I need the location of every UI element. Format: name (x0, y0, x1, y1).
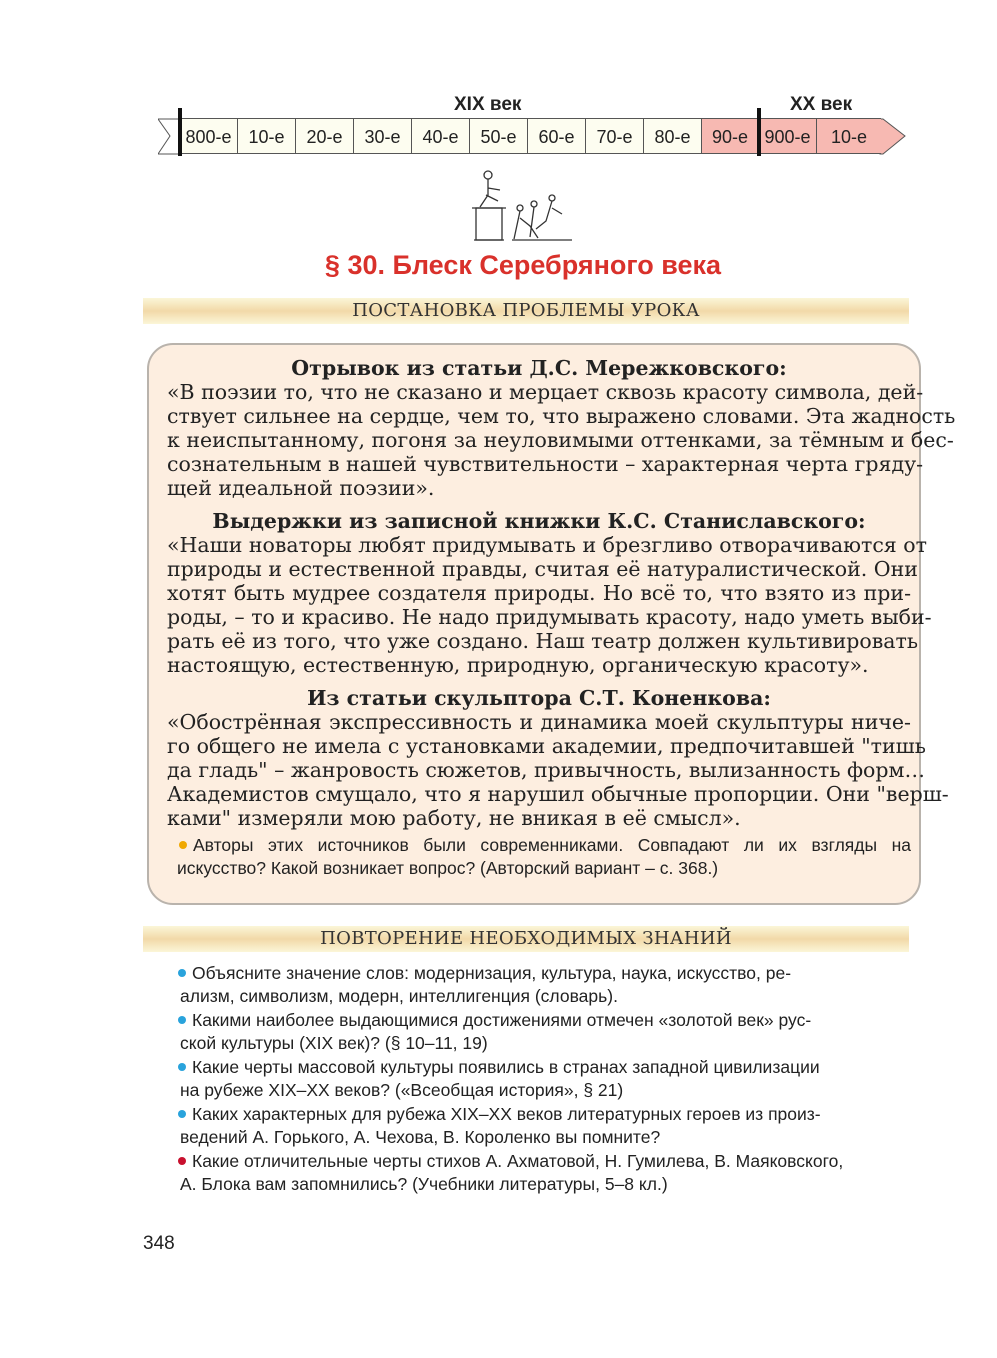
source-heading: Выдержки из записной книжки К.С. Станиславского: (212, 509, 866, 533)
question-line: искусство? Какой возникает вопрос? (Авторский вариант – с. 368.) (177, 858, 719, 878)
source-text-line: сознательным в нашей чувствительности – характерная черта гряду- (167, 452, 924, 476)
source-text-line: го общего не имела с установками академии, предпочитавшей "тишь (167, 734, 926, 758)
review-question (176, 962, 910, 1008)
source-text-line: рать её из того, что уже создано. Наш театр должен культивировать (167, 629, 919, 653)
bullet-icon (178, 969, 186, 977)
question-line: ской культуры (XIX век)? (§ 10–11, 19) (180, 1033, 488, 1053)
century-divider (178, 108, 182, 156)
review-question (176, 1150, 910, 1196)
question-line: ведений А. Горького, А. Чехова, В. Короленко вы помните? (180, 1127, 661, 1147)
timeline-cell: 80-е (644, 118, 702, 154)
timeline-cell: 70-е (586, 118, 644, 154)
timeline-cell: 40-е (412, 118, 470, 154)
timeline-cell: 900-е (759, 118, 817, 154)
bullet-icon (178, 1063, 186, 1071)
question-line: А. Блока вам запомнились? (Учебники литературы, 5–8 кл.) (180, 1174, 668, 1194)
question-line: на рубеже XIX–XX веков? («Всеобщая история», § 21) (180, 1080, 624, 1100)
bullet-icon (178, 1016, 186, 1024)
timeline (158, 118, 906, 156)
paragraph-title: § 30. Блеск Серебряного века (324, 250, 722, 280)
review-question (176, 1009, 910, 1055)
source-heading: Отрывок из статьи Д.С. Мережковского: (291, 356, 787, 380)
question-line: Каких характерных для рубежа XIX–XX веков литературных героев из произ- (192, 1104, 821, 1124)
question-block (177, 834, 911, 880)
century-label-xx: XX век (790, 94, 853, 115)
timeline-cell: 800-е (180, 118, 238, 154)
timeline-cell: 90-е (702, 118, 759, 154)
source-text-line: «В поэзии то, что не сказано и мерцает сквозь красоту символа, дей- (167, 380, 924, 404)
review-question (176, 1103, 910, 1149)
source-text-line: «Обострённая экспрессивность и динамика моей скульптуры ниче- (167, 710, 911, 734)
source-text-line: Академистов смущало, что я нарушил обычные пропорции. Они "верш- (167, 782, 949, 806)
question-line: Какие отличительные черты стихов А. Ахматовой, Н. Гумилева, В. Маяковского, (192, 1151, 844, 1171)
source-text-line: ствует сильнее на сердце, чем то, что выражено словами. Эта жадность (167, 404, 956, 428)
question-line: Авторы этих источников были современниками. Совпадают ли их взгляды на (193, 835, 911, 855)
bullet-icon (179, 841, 187, 849)
source-text-line: природы и естественной правды, считая её натуралистической. Они (167, 557, 918, 581)
question-line: Какими наиболее выдающимися достижениями отмечен «золотой век» рус- (192, 1010, 812, 1030)
century-label-xix: XIX век (454, 94, 522, 115)
timeline-cell: 50-е (470, 118, 528, 154)
review-questions (176, 962, 910, 1197)
source-heading: Из статьи скульптора С.Т. Коненкова: (307, 686, 771, 710)
source-text-line: да гладь" – жанровость сюжетов, привычность, вылизанность форм… (167, 758, 925, 782)
question-line: Какие черты массовой культуры появились в странах западной цивилизации (192, 1057, 820, 1077)
bullet-icon (178, 1110, 186, 1118)
question-line: Объясните значение слов: модернизация, культура, наука, искусство, ре- (192, 963, 792, 983)
timeline-cell: 10-е (817, 118, 881, 154)
review-question (176, 1056, 910, 1102)
source-text-line: настоящую, естественную, природную, органическую красоту». (167, 653, 869, 677)
page-number: 348 (143, 1233, 175, 1254)
timeline-cell: 30-е (354, 118, 412, 154)
source-text-line: к неиспытанному, погоня за неуловимыми оттенками, за тёмным и бес- (167, 428, 954, 452)
source-text-line: хотят быть мудрее создателя природы. Но всё то, что взято из при- (167, 581, 911, 605)
timeline-cell: 60-е (528, 118, 586, 154)
question-line: ализм, символизм, модерн, интеллигенция (словарь). (180, 986, 618, 1006)
source-text-line: «Наши новаторы любят придумывать и брезгливо отворачиваются от (167, 533, 927, 557)
section-header-review: ПОВТОРЕНИЕ НЕОБХОДИМЫХ ЗНАНИЙ (143, 926, 909, 952)
sources-text (167, 356, 956, 880)
source-text-line: щей идеальной поэзии». (167, 476, 435, 500)
century-divider (757, 108, 761, 156)
timeline-cell: 10-е (238, 118, 296, 154)
timeline-cell: 20-е (296, 118, 354, 154)
bullet-icon (178, 1157, 186, 1165)
source-text-line: роды, – то и красиво. Не надо придумывать красоту, надо уметь выби- (167, 605, 932, 629)
source-text-line: ками" измеряли мою работу, не вникая в её смысл». (167, 806, 741, 830)
sculpture-illustration (468, 168, 580, 244)
section-header-problem: ПОСТАНОВКА ПРОБЛЕМЫ УРОКА (143, 298, 909, 324)
